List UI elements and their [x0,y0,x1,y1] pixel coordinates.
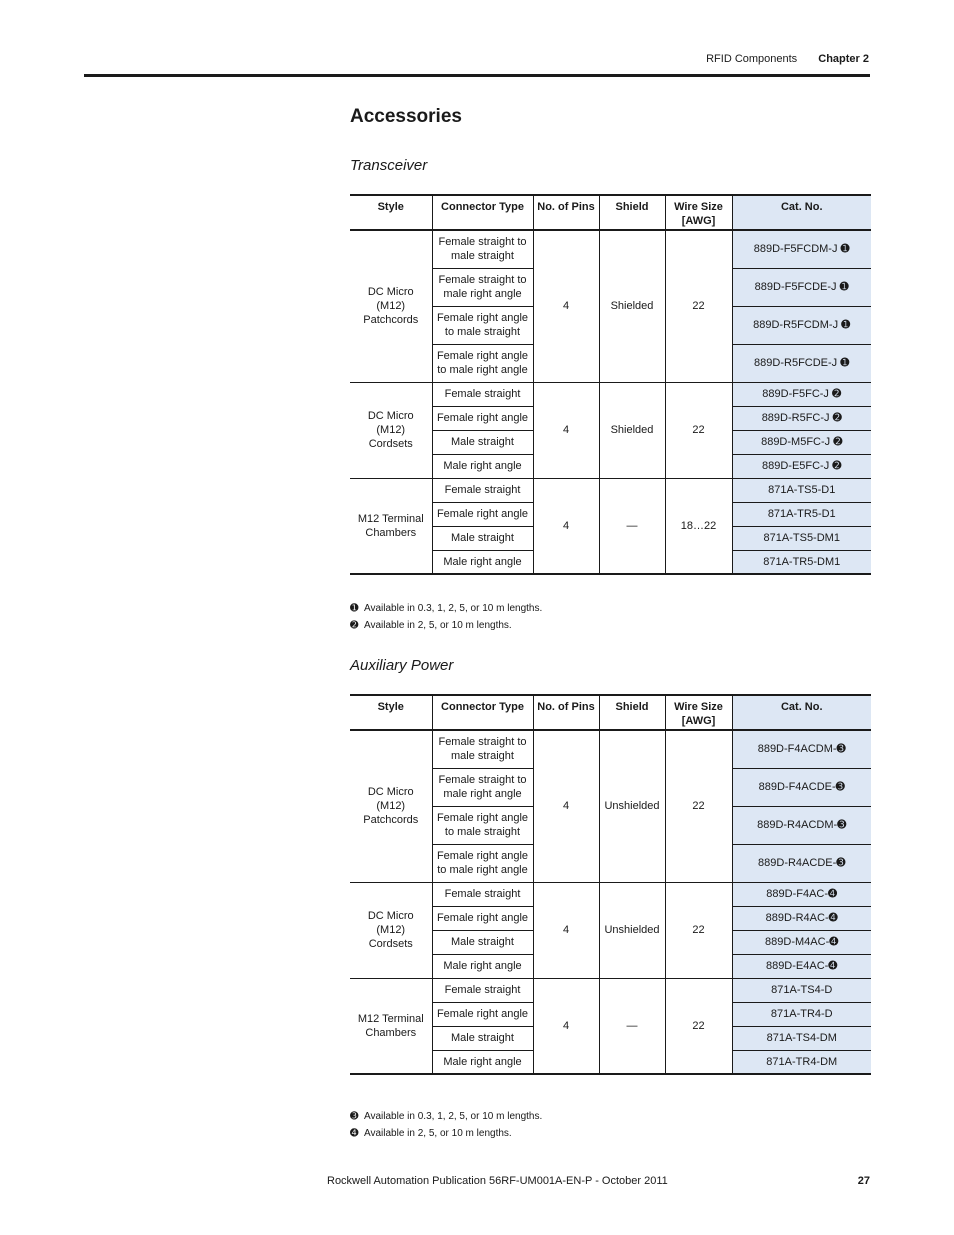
catno-cell: 889D-R5FC-J ➋ [732,406,871,430]
catno-cell: 889D-E5FC-J ➋ [732,454,871,478]
shield-cell: — [599,478,665,574]
footnote-text: Available in 0.3, 1, 2, 5, or 10 m lengths. [364,1111,543,1122]
table-row [350,478,871,502]
table-header-row [350,695,871,730]
catno-cell: 889D-R5FCDE-J ➊ [732,344,871,382]
wire-cell: 22 [665,882,732,978]
catno-cell: 889D-M4AC-➍ [732,930,871,954]
col-catno: Cat. No. [732,195,871,230]
catno-cell: 871A-TR4-D [732,1002,871,1026]
group-cordsets [350,882,871,978]
footnote-marker: ➋ [350,620,359,631]
catno-cell: 889D-F4ACDM-➌ [732,730,871,768]
wire-cell: 18…22 [665,478,732,574]
table-row [350,230,871,268]
page-title: Accessories [350,106,462,127]
shield-cell: Unshielded [599,882,665,978]
footnote-text: Available in 0.3, 1, 2, 5, or 10 m lengths. [364,603,543,614]
footnote-4 [350,1128,512,1139]
group-patchcords [350,730,871,882]
connector-cell: Female straight to male right angle [432,268,533,306]
footnote-1 [350,603,542,614]
header-rule [84,74,870,77]
connector-cell: Female straight [432,478,533,502]
catno-cell: 871A-TS4-DM [732,1026,871,1050]
auxiliary-power-heading: Auxiliary Power [350,657,454,674]
pins-cell: 4 [533,978,599,1074]
connector-cell: Female straight [432,882,533,906]
table-row [350,382,871,406]
wire-cell: 22 [665,382,732,478]
col-shield: Shield [599,695,665,730]
pins-cell: 4 [533,882,599,978]
connector-cell: Female straight [432,382,533,406]
style-cell: DC Micro (M12) Cordsets [350,882,432,978]
transceiver-heading: Transceiver [350,157,428,174]
connector-cell: Male right angle [432,954,533,978]
group-terminal-chambers [350,478,871,574]
connector-cell: Female straight to male right angle [432,768,533,806]
connector-cell: Male straight [432,430,533,454]
catno-cell: 889D-R5FCDM-J ➊ [732,306,871,344]
footnote-text: Available in 2, 5, or 10 m lengths. [364,1128,512,1139]
page-number: 27 [857,1175,870,1187]
footnote-marker: ➊ [350,603,359,614]
connector-cell: Male straight [432,1026,533,1050]
pins-cell: 4 [533,478,599,574]
connector-cell: Female straight to male straight [432,730,533,768]
connector-cell: Female right angle [432,502,533,526]
footnote-text: Available in 2, 5, or 10 m lengths. [364,620,512,631]
col-style: Style [350,195,432,230]
catno-cell: 889D-R4AC-➍ [732,906,871,930]
catno-cell: 889D-E4AC-➍ [732,954,871,978]
footnote-marker: ➌ [350,1111,359,1122]
connector-cell: Male right angle [432,1050,533,1074]
catno-cell: 871A-TS5-D1 [732,478,871,502]
catno-cell: 889D-R4ACDE-➌ [732,844,871,882]
section-name: RFID Components [706,53,798,65]
catno-cell: 871A-TR4-DM [732,1050,871,1074]
style-cell: M12 Terminal Chambers [350,478,432,574]
wire-cell: 22 [665,730,732,882]
transceiver-table [350,194,871,575]
style-cell: DC Micro (M12) Cordsets [350,382,432,478]
connector-cell: Male right angle [432,454,533,478]
catno-cell: 871A-TR5-DM1 [732,550,871,574]
shield-cell: Unshielded [599,730,665,882]
wire-cell: 22 [665,230,732,382]
group-patchcords [350,230,871,382]
catno-cell: 889D-F4AC-➍ [732,882,871,906]
catno-cell: 889D-F5FCDE-J ➊ [732,268,871,306]
col-wire: Wire Size [AWG] [665,195,732,230]
pins-cell: 4 [533,382,599,478]
table-row [350,730,871,768]
wire-cell: 22 [665,978,732,1074]
pins-cell: 4 [533,230,599,382]
catno-cell: 871A-TS5-DM1 [732,526,871,550]
running-header [706,53,869,65]
col-connector: Connector Type [432,695,533,730]
connector-cell: Female right angle [432,406,533,430]
chapter-label: Chapter 2 [818,53,869,65]
table-row [350,882,871,906]
auxiliary-power-table [350,694,871,1075]
style-cell: DC Micro (M12) Patchcords [350,730,432,882]
connector-cell: Female right angle [432,1002,533,1026]
pins-cell: 4 [533,730,599,882]
col-pins: No. of Pins [533,195,599,230]
publication-footer: Rockwell Automation Publication 56RF-UM001A-EN-P - October 2011 [327,1175,668,1187]
col-catno: Cat. No. [732,695,871,730]
catno-cell: 871A-TR5-D1 [732,502,871,526]
connector-cell: Male straight [432,930,533,954]
col-style: Style [350,695,432,730]
col-wire: Wire Size [AWG] [665,695,732,730]
col-connector: Connector Type [432,195,533,230]
catno-cell: 889D-R4ACDM-➌ [732,806,871,844]
connector-cell: Female straight [432,978,533,1002]
footnote-2 [350,620,512,631]
footnote-marker: ➍ [350,1128,359,1139]
group-terminal-chambers [350,978,871,1074]
connector-cell: Female right angle to male straight [432,806,533,844]
connector-cell: Female right angle to male straight [432,306,533,344]
shield-cell: Shielded [599,382,665,478]
catno-cell: 889D-F5FCDM-J ➊ [732,230,871,268]
table-row [350,978,871,1002]
connector-cell: Male straight [432,526,533,550]
col-shield: Shield [599,195,665,230]
catno-cell: 871A-TS4-D [732,978,871,1002]
col-pins: No. of Pins [533,695,599,730]
group-cordsets [350,382,871,478]
connector-cell: Female straight to male straight [432,230,533,268]
catno-cell: 889D-M5FC-J ➋ [732,430,871,454]
connector-cell: Female right angle [432,906,533,930]
connector-cell: Female right angle to male right angle [432,344,533,382]
connector-cell: Female right angle to male right angle [432,844,533,882]
shield-cell: Shielded [599,230,665,382]
footnote-3 [350,1111,542,1122]
style-cell: M12 Terminal Chambers [350,978,432,1074]
table-header-row [350,195,871,230]
catno-cell: 889D-F4ACDE-➌ [732,768,871,806]
catno-cell: 889D-F5FC-J ➋ [732,382,871,406]
style-cell: DC Micro (M12) Patchcords [350,230,432,382]
shield-cell: — [599,978,665,1074]
connector-cell: Male right angle [432,550,533,574]
